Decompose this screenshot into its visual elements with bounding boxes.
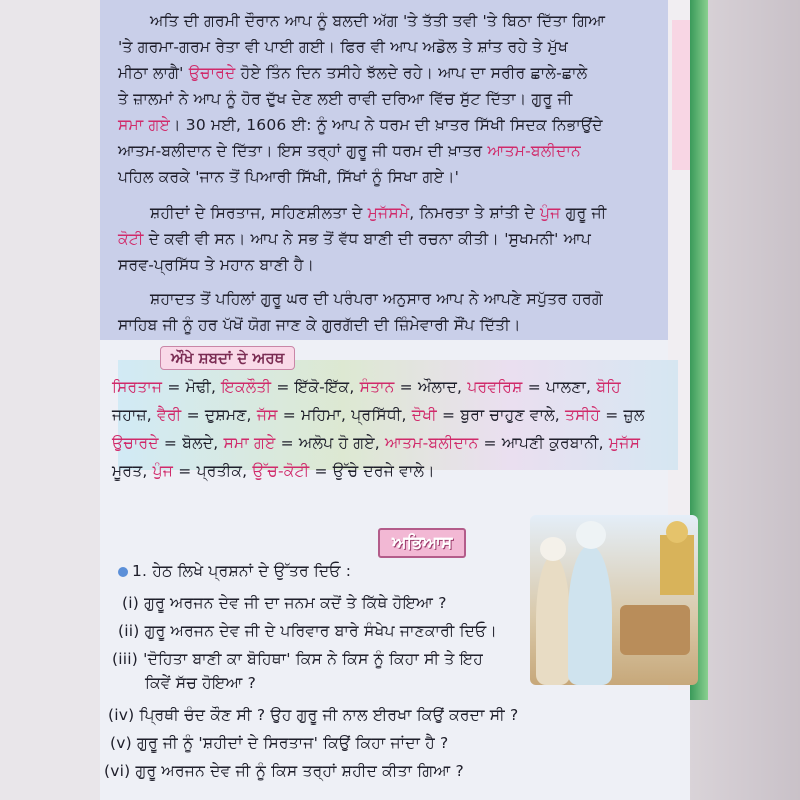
glossary-term: ਉਚਾਰਦੇ (112, 434, 159, 452)
question-heading: 1. ਹੇਠ ਲਿਖੇ ਪ੍ਰਸ਼ਨਾਂ ਦੇ ਉੱਤਰ ਦਿਓ : (118, 562, 351, 581)
paragraph-line: ਪਹਿਲ ਕਰਕੇ 'ਜਾਨ ਤੋਂ ਪਿਆਰੀ ਸਿੱਖੀ, ਸਿੱਖਾਂ ਨੂੰ ਸਿਖਾ ਗਏ।' (118, 168, 460, 186)
glossary-meaning: = ਅਲੋਪ ਹੋ ਗਏ, (275, 434, 386, 452)
temple-drawing (660, 535, 694, 595)
glossary-meaning: = ਆਪਣੀ ਕੁਰਬਾਨੀ, (478, 434, 609, 452)
highlight-word: ਆਤਮ-ਬਲੀਦਾਨ (487, 142, 581, 160)
glossary-term: ਇਕਲੌਤੀ (221, 378, 272, 396)
paragraph-line: ਸ਼ਹੀਦਾਂ ਦੇ ਸਿਰਤਾਜ, ਸਹਿਣਸ਼ੀਲਤਾ ਦੇ ਮੁਜੱਸਮੇ, ਨਿਮਰਤਾ ਤੇ ਸ਼ਾਂਤੀ ਦੇ ਪੁੰਜ ਗੁਰੂ ਜੀ (150, 204, 607, 222)
glossary-meaning: = ਪਾਲਣਾ, (522, 378, 597, 396)
glossary-meaning: = ਉੱਚੇ ਦਰਜੇ ਵਾਲੇ। (309, 462, 435, 480)
paragraph-line: ਮੀਠਾ ਲਾਗੈ' ਉਚਾਰਦੇ ਹੋਏ ਤਿੰਨ ਦਿਨ ਤਸੀਹੇ ਝੱਲਦੇ ਰਹੇ। ਆਪ ਦਾ ਸਰੀਰ ਛਾਲੇ-ਛਾਲੇ (118, 64, 588, 82)
glossary-term: ਦੋਖੀ (411, 406, 437, 424)
glossary-term: ਪਰਵਰਿਸ਼ (467, 378, 523, 396)
glossary-term: ਉੱਚ-ਕੋਟੀ (252, 462, 310, 480)
glossary-term: ਆਤਮ-ਬਲੀਦਾਨ (385, 434, 479, 452)
paragraph-line: ਸ਼ਹਾਦਤ ਤੋਂ ਪਹਿਲਾਂ ਗੁਰੂ ਘਰ ਦੀ ਪਰੰਪਰਾ ਅਨੁਸਾਰ ਆਪ ਨੇ ਆਪਣੇ ਸਪੁੱਤਰ ਹਰਗੋ (150, 290, 603, 308)
glossary-line (112, 434, 640, 453)
glossary-term: ਸੰਤਾਨ (359, 378, 395, 396)
paragraph-line: 'ਤੇ ਗਰਮਾ-ਗਰਮ ਰੇਤਾ ਵੀ ਪਾਈ ਗਈ। ਫਿਰ ਵੀ ਆਪ ਅਡੋਲ ਤੇ ਸ਼ਾਂਤ ਰਹੇ ਤੇ ਮੁੱਖ (118, 38, 569, 56)
paragraph-line: ਸਰਵ-ਪ੍ਰਸਿੱਧ ਤੇ ਮਹਾਨ ਬਾਣੀ ਹੈ। (118, 256, 315, 274)
highlight-word: ਕੋਟੀ (118, 230, 144, 248)
glossary-meaning: = ਔਲਾਦ, (394, 378, 468, 396)
guru-illustration (530, 515, 698, 685)
question-item: (i) ਗੁਰੂ ਅਰਜਨ ਦੇਵ ਜੀ ਦਾ ਜਨਮ ਕਦੋਂ ਤੇ ਕਿੱਥੇ ਹੋਇਆ ? (122, 594, 447, 612)
highlight-word: ਸਮਾ ਗਏ (118, 116, 170, 134)
glossary-term: ਸਿਰਤਾਜ (112, 378, 163, 396)
glossary-meaning: = ਦੁਸ਼ਮਣ, (181, 406, 257, 424)
question-item: (iv) ਪ੍ਰਿਥੀ ਚੰਦ ਕੌਣ ਸੀ ? ਉਹ ਗੁਰੂ ਜੀ ਨਾਲ ਈਰਖਾ ਕਿਉਂ ਕਰਦਾ ਸੀ ? (108, 706, 519, 724)
glossary-line (112, 406, 645, 425)
paragraph-line: ਸਾਹਿਬ ਜੀ ਨੂੰ ਹਰ ਪੱਖੋਂ ਯੋਗ ਜਾਣ ਕੇ ਗੁਰਗੱਦੀ ਦੀ ਜ਼ਿੰਮੇਵਾਰੀ ਸੌਂਪ ਦਿੱਤੀ। (118, 316, 521, 334)
glossary-meaning: = ਜ਼ੁਲ (600, 406, 645, 424)
paragraph-line: ਕੋਟੀ ਦੇ ਕਵੀ ਵੀ ਸਨ। ਆਪ ਨੇ ਸਭ ਤੋਂ ਵੱਧ ਬਾਣੀ ਦੀ ਰਚਨਾ ਕੀਤੀ। 'ਸੁਖਮਨੀ' ਆਪ (118, 230, 592, 248)
glossary-meaning: = ਪ੍ਰਤੀਕ, (173, 462, 253, 480)
glossary-line (112, 378, 621, 397)
glossary-meaning: = ਮੋਢੀ, (162, 378, 222, 396)
question-item: (vi) ਗੁਰੂ ਅਰਜਨ ਦੇਵ ਜੀ ਨੂੰ ਕਿਸ ਤਰ੍ਹਾਂ ਸ਼ਹੀਦ ਕੀਤਾ ਗਿਆ ? (104, 762, 464, 780)
glossary-term: ਸਮਾ ਗਏ (223, 434, 276, 452)
paragraph-line: ਅਤਿ ਦੀ ਗਰਮੀ ਦੌਰਾਨ ਆਪ ਨੂੰ ਬਲਦੀ ਅੱਗ 'ਤੇ ਤੱਤੀ ਤਵੀ 'ਤੇ ਬਿਠਾ ਦਿੱਤਾ ਗਿਆ (150, 12, 606, 30)
glossary-term: ਪੁੰਜ (152, 462, 174, 480)
question-item-continued: ਕਿਵੇਂ ਸੱਚ ਹੋਇਆ ? (145, 674, 257, 692)
paragraph-line: ਤੇ ਜ਼ਾਲਮਾਂ ਨੇ ਆਪ ਨੂੰ ਹੋਰ ਦੁੱਖ ਦੇਣ ਲਈ ਰਾਵੀ ਦਰਿਆ ਵਿੱਚ ਸੁੱਟ ਦਿੱਤਾ। ਗੁਰੂ ਜੀ (118, 90, 573, 108)
figure-elder (536, 555, 570, 685)
paragraph-line: ਆਤਮ-ਬਲੀਦਾਨ ਦੇ ਦਿੱਤਾ। ਇਸ ਤਰ੍ਹਾਂ ਗੁਰੂ ਜੀ ਧਰਮ ਦੀ ਖ਼ਾਤਰ ਆਤਮ-ਬਲੀਦਾਨ (118, 142, 581, 160)
glossary-term: ਜੱਸ (256, 406, 278, 424)
glossary-meaning: = ਬੁਰਾ ਚਾਹੁਣ ਵਾਲੇ, (436, 406, 566, 424)
glossary-meaning: ਜਹਾਜ਼, (112, 406, 158, 424)
glossary-meaning: = ਬੋਲਦੇ, (158, 434, 224, 452)
scene-background (620, 605, 690, 655)
figure-guru (568, 545, 612, 685)
glossary-heading: ਔਖੇ ਸ਼ਬਦਾਂ ਦੇ ਅਰਥ (160, 346, 295, 370)
glossary-line (112, 462, 435, 481)
glossary-term: ਮੁਜੱਸ (608, 434, 641, 452)
question-item: (ii) ਗੁਰੂ ਅਰਜਨ ਦੇਵ ਜੀ ਦੇ ਪਰਿਵਾਰ ਬਾਰੇ ਸੰਖੇਪ ਜਾਣਕਾਰੀ ਦਿਓ। (118, 622, 498, 640)
highlight-word: ਮੁਜੱਸਮੇ (367, 204, 410, 222)
glossary-meaning: ਮੂਰਤ, (112, 462, 153, 480)
highlight-word: ਉਚਾਰਦੇ (188, 64, 236, 82)
question-item: (v) ਗੁਰੂ ਜੀ ਨੂੰ 'ਸ਼ਹੀਦਾਂ ਦੇ ਸਿਰਤਾਜ' ਕਿਉਂ ਕਿਹਾ ਜਾਂਦਾ ਹੈ ? (110, 734, 449, 752)
bullet-icon (118, 567, 128, 577)
glossary-term: ਵੈਰੀ (157, 406, 182, 424)
paragraph-line: ਸਮਾ ਗਏ। 30 ਮਈ, 1606 ਈ: ਨੂੰ ਆਪ ਨੇ ਧਰਮ ਦੀ ਖ਼ਾਤਰ ਸਿੱਖੀ ਸਿਦਕ ਨਿਭਾਉਂਦੇ (118, 116, 603, 134)
exercise-heading: ਅਭਿਆਸ (378, 528, 466, 558)
highlight-word: ਪੁੰਜ (539, 204, 561, 222)
glossary-term: ਬੋਹਿ (596, 378, 621, 396)
question-item: (iii) 'ਦੋਹਿਤਾ ਬਾਣੀ ਕਾ ਬੋਹਿਥਾ' ਕਿਸ ਨੇ ਕਿਸ ਨੂੰ ਕਿਹਾ ਸੀ ਤੇ ਇਹ (112, 650, 484, 668)
glossary-meaning: = ਇੱਕੋ-ਇੱਕ, (271, 378, 360, 396)
glossary-term: ਤਸੀਹੇ (565, 406, 601, 424)
glossary-meaning: = ਮਹਿਮਾ, ਪ੍ਰਸਿੱਧੀ, (277, 406, 412, 424)
